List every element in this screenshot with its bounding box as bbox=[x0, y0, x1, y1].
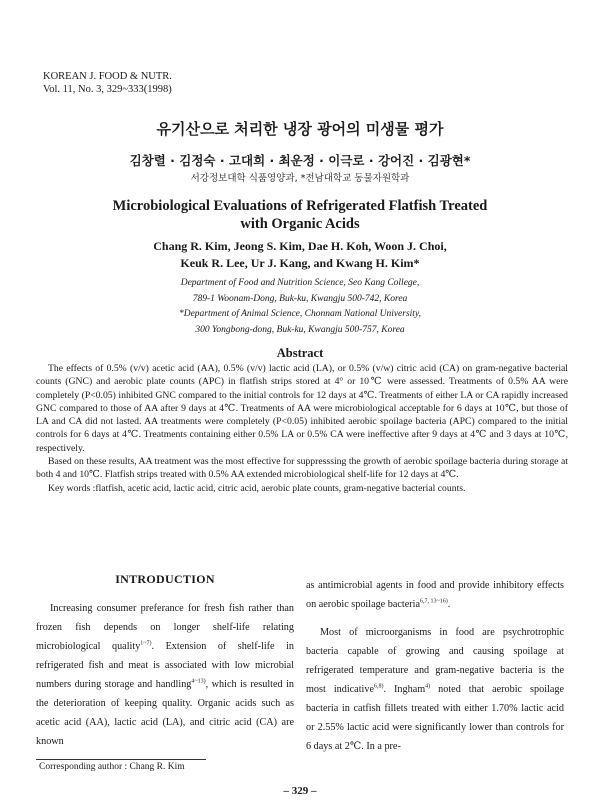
page-number: – 329 – bbox=[283, 785, 317, 797]
text-run: as antimicrobial agents in food and provide inhibitory effects on aerobic spoilage bacteria bbox=[306, 580, 564, 610]
abstract-paragraph: Based on these results, AA treatment was the most effective for suppresssing the growth of aerobic spoilage bacteria during storage at both 4 and 10℃. Flatfish strips treated with 0.5% AA extended microbiological shelf-life for 12 days at 4℃. bbox=[36, 456, 568, 481]
abstract-body bbox=[36, 362, 568, 495]
citation: 4) bbox=[425, 683, 431, 690]
introduction-heading: INTRODUCTION bbox=[115, 572, 215, 586]
english-authors bbox=[0, 238, 600, 272]
left-column bbox=[36, 570, 294, 751]
text-run: . Ingham bbox=[383, 684, 426, 695]
english-title-line1: Microbiological Evaluations of Refrigerated Flatfish Treated bbox=[112, 198, 488, 214]
intro-paragraph bbox=[306, 623, 564, 756]
english-title bbox=[0, 197, 600, 233]
corresponding-author: Corresponding author : Chang R. Kim bbox=[39, 762, 185, 772]
text-run: Increasing consumer preferance for fresh fish rather than frozen fish depends on longer shelf-life relating microbiological quality bbox=[36, 603, 294, 652]
text-run: noted that aerobic spoilage bacteria in catfish fillets treated with either 1.70% lactic acid or 2.55% lactic acid were significantly lower than controls for 6 days at 2℃. In a pre- bbox=[306, 684, 564, 752]
text-run: , which is resulted in the deterioration of keeping quality. Organic acids such as acetic acid (AA), lactic acid (LA), and citric acid (CA) are known bbox=[36, 679, 294, 747]
citation: 6,8) bbox=[373, 683, 384, 690]
english-authors-line2: Keuk R. Lee, Ur J. Kang, and Kwang H. Kim* bbox=[180, 256, 420, 270]
text-run: . bbox=[447, 599, 451, 610]
keywords-label: Key words : bbox=[48, 482, 96, 494]
korean-affiliation: 서강정보대학 식품영양과, *전남대학교 동물자원학과 bbox=[190, 173, 410, 184]
intro-paragraph bbox=[36, 599, 294, 751]
korean-authors: 김창렬 · 김정숙 · 고대희 · 최운정 · 이극로 · 강어진 · 김광현* bbox=[129, 153, 471, 168]
journal-name: KOREAN J. FOOD & NUTR. bbox=[43, 71, 172, 82]
right-column bbox=[306, 576, 564, 756]
keywords bbox=[36, 482, 568, 495]
citation: 4~13) bbox=[191, 678, 206, 685]
journal-header bbox=[43, 70, 172, 96]
korean-title: 유기산으로 처리한 냉장 광어의 미생물 평가 bbox=[156, 120, 444, 138]
affiliation-line: 789-1 Woonam-Dong, Buk-ku, Kwangju 500-742, Korea bbox=[192, 293, 408, 304]
english-title-line2: with Organic Acids bbox=[240, 216, 360, 232]
intro-paragraph bbox=[306, 576, 564, 614]
affiliation-line: 300 Yongbong-dong, Buk-ku, Kwangju 500-757, Korea bbox=[195, 324, 405, 335]
text-run: . Extension of shelf-life in refrigerated fish and meat is associated with low microbial numbers during storage and handling bbox=[36, 641, 294, 690]
keywords-text: flatfish, acetic acid, lactic acid, citric acid, aerobic plate counts, gram-negative bacterial counts. bbox=[95, 482, 466, 494]
english-authors-line1: Chang R. Kim, Jeong S. Kim, Dae H. Koh, Woon J. Choi, bbox=[153, 239, 447, 253]
abstract-heading: Abstract bbox=[276, 346, 324, 360]
abstract-paragraph: The effects of 0.5% (v/v) acetic acid (AA), 0.5% (v/v) lactic acid (LA), or 0.5% (v/w) citric acid (CA) on gram-negative bacterial counts (GNC) and aerobic plate counts (APC) in flatfish strips stored at 4° or 10℃ were assessed. Treatments of 0.5% AA were completely (P<0.05) inhibited GNC compared to the initial controls for 12 days at 4℃. Treatments of either LA or CA rapidly increased GNC compared to those of AA after 9 days at 4℃. Treatments of AA were microbiological acceptable for 6 days at 10℃, but those of LA and CA did not lasted. AA treatments were completely (P<0.05) inhibited aerobic spoilage bacteria (APC) compared to the initial controls for 6 days at 4℃. Treatments containing either 0.5% LA or 0.5% CA were ineffective after 9 days at 4℃ and 3 days at 10℃, respectively. bbox=[36, 363, 568, 454]
affiliation-line: Department of Food and Nutrition Science, Seo Kang College, bbox=[180, 278, 420, 288]
affiliation-line: *Department of Animal Science, Chonnam National University, bbox=[178, 309, 422, 319]
text-run: Most of microorganisms in food are psychrotrophic bacteria capable of growing and causing spoilage at refrigerated temperature and gram-negative bacteria is the most indicative bbox=[306, 627, 564, 695]
citation: 6,7, 13~16) bbox=[420, 598, 448, 605]
footnote-divider bbox=[36, 759, 206, 760]
citation: 1~7) bbox=[140, 640, 152, 647]
journal-volume: Vol. 11, No. 3, 329~333(1998) bbox=[43, 84, 172, 95]
english-affiliation bbox=[0, 276, 600, 338]
